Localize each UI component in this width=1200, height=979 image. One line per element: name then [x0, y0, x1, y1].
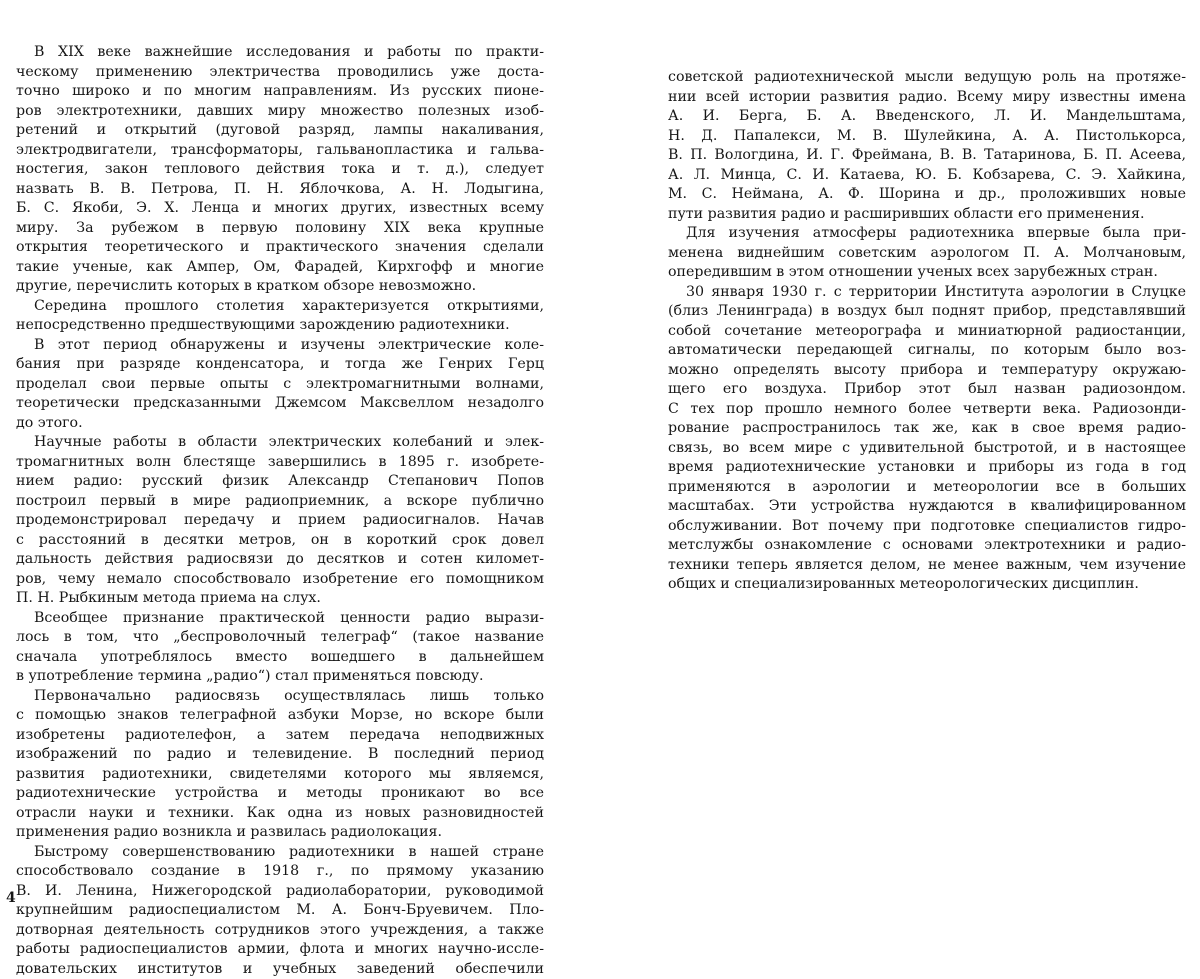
- text-line: изображений по радио и телевидение. В последний период: [16, 745, 544, 765]
- text-line: открытия теоретического и практического значения сделали: [16, 238, 544, 258]
- text-line: метслужбы ознакомление с основами электротехники и радио-: [668, 536, 1186, 556]
- text-line: Для изучения атмосферы радиотехника впервые была при-: [668, 224, 1186, 244]
- text-line: миру. За рубежом в первую половину XIX века крупные: [16, 219, 544, 239]
- text-line: изобретены радиотелефон, а затем передача неподвижных: [16, 726, 544, 746]
- text-line: другие, перечислить которых в кратком обзоре невозможно.: [16, 277, 544, 297]
- page-number: 4: [6, 890, 16, 906]
- text-line: Первоначально радиосвязь осуществлялась лишь только: [16, 687, 544, 707]
- text-line: ческому применению электричества проводились уже доста-: [16, 63, 544, 83]
- text-line: (близ Ленинграда) в воздух был поднят прибор, представлявший: [668, 302, 1186, 322]
- text-line: довательских институтов и учебных заведений обеспечили: [16, 960, 544, 979]
- text-line: рование распространилось так же, как в свое время радио-: [668, 419, 1186, 439]
- text-line: точно широко и по многим направлениям. Из русских пионе-: [16, 82, 544, 102]
- text-line: советской радиотехнической мысли ведущую роль на протяже-: [668, 68, 1186, 88]
- text-line: применяются в аэрологии и метеорологии все в больших: [668, 478, 1186, 498]
- text-line: опередившим в этом отношении ученых всех зарубежных стран.: [668, 263, 1186, 283]
- text-line: нием радио: русский физик Александр Степанович Попов: [16, 472, 544, 492]
- text-line: Н. Д. Папалекси, М. В. Шулейкина, А. А. Пистолькорса,: [668, 127, 1186, 147]
- text-line: лось в том, что „беспроволочный телеграф“ (такое название: [16, 628, 544, 648]
- text-line: в употребление термина „радио“) стал применяться повсюду.: [16, 667, 544, 687]
- text-line: ретений и открытий (дуговой разряд, лампы накаливания,: [16, 121, 544, 141]
- text-line: развития радиотехники, свидетелями которого мы являемся,: [16, 765, 544, 785]
- text-line: теоретически предсказанными Джемсом Максвеллом незадолго: [16, 394, 544, 414]
- text-line: Середина прошлого столетия характеризуется открытиями,: [16, 297, 544, 317]
- text-line: время радиотехнические установки и приборы из года в год: [668, 458, 1186, 478]
- text-line: отрасли науки и техники. Как одна из новых разновидностей: [16, 804, 544, 824]
- text-line: обслуживании. Вот почему при подготовке специалистов гидро-: [668, 517, 1186, 537]
- text-line: 30 января 1930 г. с территории Института аэрологии в Слуцке: [668, 283, 1186, 303]
- text-line: работы радиоспециалистов армии, флота и многих научно-иссле-: [16, 940, 544, 960]
- text-line: до этого.: [16, 414, 544, 434]
- text-line: ностегия, закон теплового действия тока и т. д.), следует: [16, 160, 544, 180]
- text-line: проделал свои первые опыты с электромагнитными волнами,: [16, 375, 544, 395]
- right-page: [600, 0, 1200, 921]
- text-line: пути развития радио и расширивших области его применения.: [668, 205, 1186, 225]
- text-line: связь, во всем мире с удивительной быстротой, и в настоящее: [668, 439, 1186, 459]
- text-line: способствовало создание в 1918 г., по прямому указанию: [16, 862, 544, 882]
- text-line: щего его воздуха. Прибор этот был назван радиозондом.: [668, 380, 1186, 400]
- text-line: нии всей истории развития радио. Всему миру известны имена: [668, 88, 1186, 108]
- text-line: ров электротехники, давших миру множество полезных изоб-: [16, 102, 544, 122]
- text-line: В. И. Ленина, Нижегородской радиолаборатории, руководимой: [16, 882, 544, 902]
- text-line: электродвигатели, трансформаторы, гальванопластика и гальва-: [16, 141, 544, 161]
- left-page: [0, 0, 600, 921]
- text-line: масштабах. Эти устройства нуждаются в квалифицированном: [668, 497, 1186, 517]
- text-line: собой сочетание метеорографа и миниатюрной радиостанции,: [668, 322, 1186, 342]
- text-line: дотворная деятельность сотрудников этого учреждения, а также: [16, 921, 544, 941]
- text-line: В XIX веке важнейшие исследования и работы по практи-: [16, 43, 544, 63]
- text-line: Б. С. Якоби, Э. Х. Ленца и многих других, известных всему: [16, 199, 544, 219]
- text-line: П. Н. Рыбкиным метода приема на слух.: [16, 589, 544, 609]
- text-line: такие ученые, как Ампер, Ом, Фарадей, Кирхгофф и многие: [16, 258, 544, 278]
- text-line: бания при разряде конденсатора, и тогда же Генрих Герц: [16, 355, 544, 375]
- text-line: дальность действия радиосвязи до десятков и сотен километ-: [16, 550, 544, 570]
- text-line: Всеобщее признание практической ценности радио вырази-: [16, 609, 544, 629]
- text-line: Быстрому совершенствованию радиотехники в нашей стране: [16, 843, 544, 863]
- text-line: применения радио возникла и развилась радиолокация.: [16, 823, 544, 843]
- left-page-text: [16, 43, 544, 979]
- text-line: общих и специализированных метеорологических дисциплин.: [668, 575, 1186, 595]
- text-line: автоматически передающей сигналы, по которым было воз-: [668, 341, 1186, 361]
- text-line: А. И. Берга, Б. А. Введенского, Л. И. Мандельштама,: [668, 107, 1186, 127]
- text-line: сначала употреблялось вместо вошедшего в дальнейшем: [16, 648, 544, 668]
- text-line: тромагнитных волн блестяще завершились в 1895 г. изобрете-: [16, 453, 544, 473]
- text-line: с помощью знаков телеграфной азбуки Морзе, но вскоре были: [16, 706, 544, 726]
- text-line: А. Л. Минца, С. И. Катаева, Ю. Б. Кобзарева, С. Э. Хайкина,: [668, 166, 1186, 186]
- text-line: непосредственно предшествующими зарождению радиотехники.: [16, 316, 544, 336]
- text-line: ров, чему немало способствовало изобретение его помощником: [16, 570, 544, 590]
- text-line: назвать В. В. Петрова, П. Н. Яблочкова, А. Н. Лодыгина,: [16, 180, 544, 200]
- text-line: Научные работы в области электрических колебаний и элек-: [16, 433, 544, 453]
- text-line: менена виднейшим советским аэрологом П. А. Молчановым,: [668, 244, 1186, 264]
- text-line: В. П. Вологдина, И. Г. Фреймана, В. В. Татаринова, Б. П. Асеева,: [668, 146, 1186, 166]
- text-line: В этот период обнаружены и изучены электрические коле-: [16, 336, 544, 356]
- text-line: М. С. Неймана, А. Ф. Шорина и др., проложивших новые: [668, 185, 1186, 205]
- text-line: можно определять высоту прибора и температуру окружаю-: [668, 361, 1186, 381]
- right-page-text: [668, 68, 1186, 595]
- text-line: продемонстрировал передачу и прием радиосигналов. Начав: [16, 511, 544, 531]
- text-line: крупнейшим радиоспециалистом М. А. Бонч-Бруевичем. Пло-: [16, 901, 544, 921]
- text-line: радиотехнические устройства и методы проникают во все: [16, 784, 544, 804]
- text-line: с расстояний в десятки метров, он в короткий срок довел: [16, 531, 544, 551]
- text-line: построил первый в мире радиоприемник, а вскоре публично: [16, 492, 544, 512]
- text-line: С тех пор прошло немного более четверти века. Радиозонди-: [668, 400, 1186, 420]
- text-line: техники теперь является делом, не менее важным, чем изучение: [668, 556, 1186, 576]
